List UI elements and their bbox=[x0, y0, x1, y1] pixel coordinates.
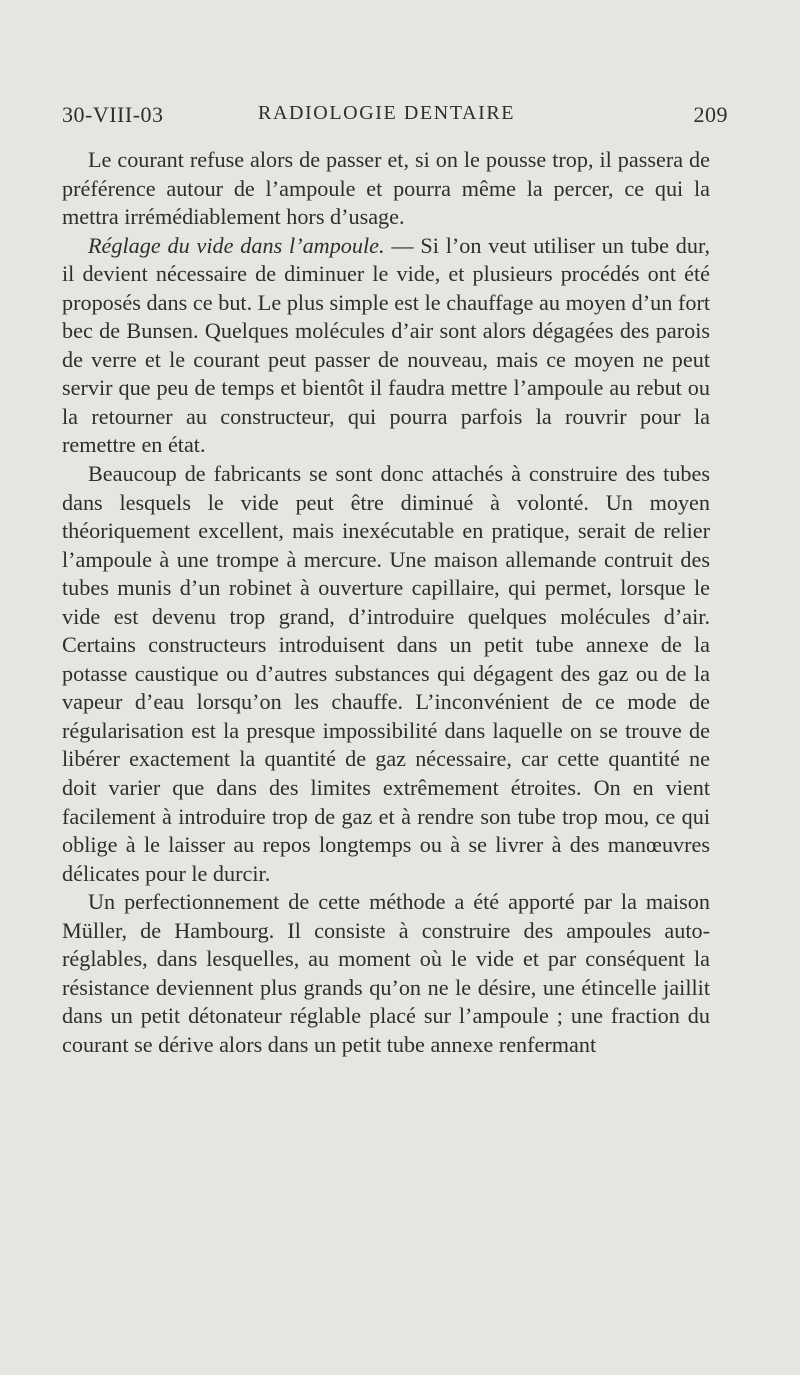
paragraph-2-text: — Si l’on veut utiliser un tube dur, il devient nécessaire de diminuer le vide, et plusieurs procédés ont été proposés dans ce but. Le plus simple est le chauffage au moyen d’un fort bec de Bunsen. Quelques molécules d’air sont alors dégagées des parois de verre et le courant peut passer de nouveau, mais ce moyen ne peut servir que peu de temps et bientôt il faudra mettre l’ampoule au rebut ou la retourner au constructeur, qui pourra parfois la rouvrir pour la remettre en état. bbox=[62, 232, 710, 458]
running-header bbox=[62, 102, 728, 138]
paragraph-4: Un perfectionnement de cette méthode a été apporté par la maison Müller, de Hambourg. Il consiste à construire des ampoules auto-réglables, dans lesquelles, au moment où le vide et par conséquent la résistance deviennent plus grands qu’on ne le désire, une étincelle jaillit dans un petit détonateur réglable placé sur l’ampoule ; une fraction du courant se dérive alors dans un petit tube annexe renfermant bbox=[62, 889, 710, 1057]
page-number: 209 bbox=[693, 102, 728, 127]
section-heading: Réglage du vide dans l’ampoule. bbox=[88, 232, 385, 258]
page-body bbox=[62, 146, 710, 1060]
header-date: 30-VIII-03 bbox=[62, 102, 164, 127]
header-title: RADIOLOGIE DENTAIRE bbox=[258, 102, 516, 124]
paragraph-2 bbox=[62, 232, 710, 460]
paragraph-1: Le courant refuse alors de passer et, si on le pousse trop, il passera de préférence autour de l’ampoule et pourra même la percer, ce qui la mettra irrémédiablement hors d’usage. bbox=[62, 147, 710, 230]
paragraph-3: Beaucoup de fabricants se sont donc attachés à construire des tubes dans lesquels le vide peut être diminué à volonté. Un moyen théoriquement excellent, mais inexécutable en pratique, serait de relier l’ampoule à une trompe à mercure. Une maison allemande contruit des tubes munis d’un robinet à ouverture capillaire, qui permet, lorsque le vide est devenu trop grand, d’introduire quelques molécules d’air. Certains constructeurs introduisent dans un petit tube annexe de la potasse caustique ou d’autres substances qui dégagent des gaz ou de la vapeur d’eau lorsqu’on les chauffe. L’inconvénient de ce mode de régularisation est la presque impossibilité dans laquelle on se trouve de libérer exactement la quantité de gaz nécessaire, car cette quantité ne doit varier que dans des limites extrêmement étroites. On en vient facilement à introduire trop de gaz et à rendre son tube trop mou, ce qui oblige à le laisser au repos longtemps ou à se livrer à des manœuvres délicates pour le durcir. bbox=[62, 461, 710, 886]
